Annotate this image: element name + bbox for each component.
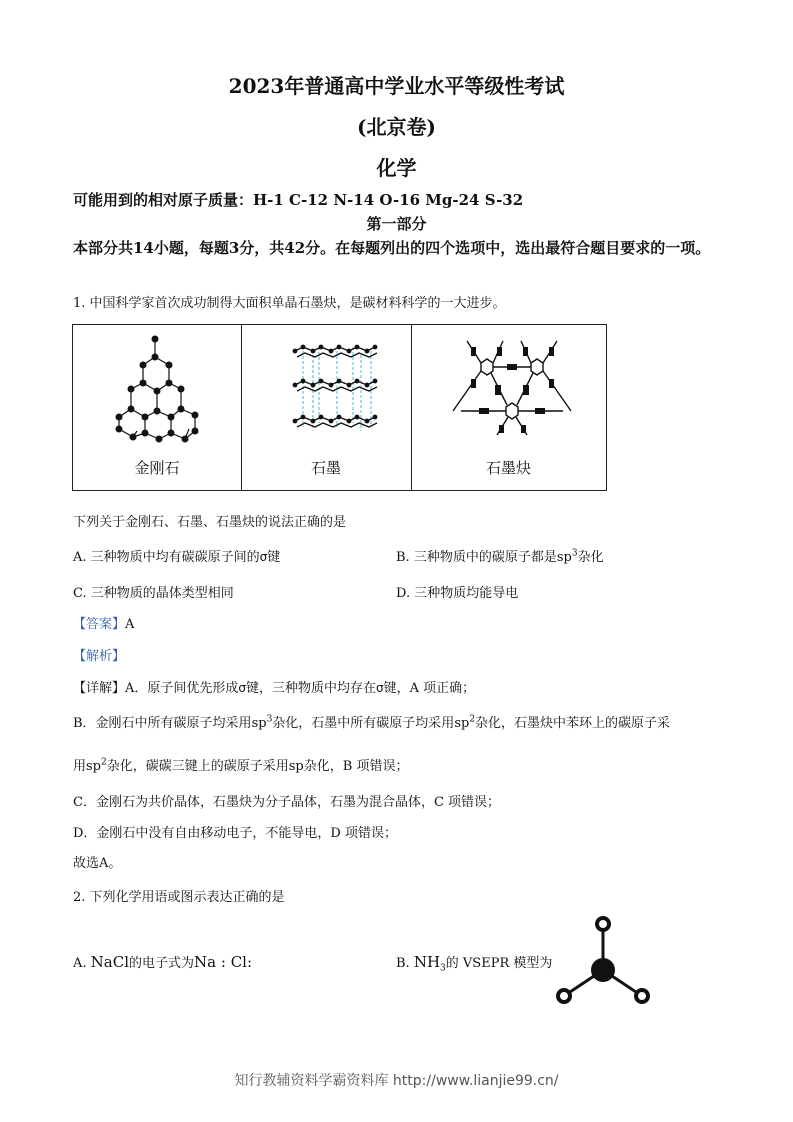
diamond-panel — [73, 325, 242, 490]
caption-graphdiyne: 石墨炔 — [485, 459, 531, 477]
diamond-structure-icon — [73, 325, 241, 455]
part-heading: 第一部分 — [366, 215, 427, 233]
q1-detail-b-line1: B．金刚石中所有碳原子均采用$sp^3$杂化，石墨中所有碳原子均采用$sp^2$杂化，石墨炔中苯环上的碳原子采 — [73, 714, 671, 731]
q1-option-c: C. 三种物质的晶体类型相同 — [73, 586, 234, 601]
part-intro: 本部分共14小题，每题3分，共42分。在每题列出的四个选项中，选出最符合题目要求的一项。 — [73, 239, 711, 257]
q1-detail-c: C．金刚石为共价晶体，石墨炔为分子晶体，石墨为混合晶体，C 项错误； — [73, 795, 501, 810]
exam-region: (北京卷) — [357, 115, 436, 139]
caption-diamond: 金刚石 — [134, 459, 180, 477]
q1-detail-a: 【详解】A．原子间优先形成σ键，三种物质中均存在σ键，A 项正确； — [73, 681, 476, 696]
q1-option-a: A. 三种物质中均有碳碳原子间的σ键 — [73, 550, 281, 565]
q1-analysis-label: 【解析】 — [73, 649, 126, 664]
q1-detail-d: D．金刚石中没有自由移动电子，不能导电，D 项错误； — [73, 826, 397, 841]
q1-option-d: D. 三种物质均能导电 — [396, 586, 519, 601]
vsepr-model-icon — [550, 910, 660, 1010]
q2-stem: 2. 下列化学用语或图示表达正确的是 — [73, 890, 285, 905]
q1-option-b: B. 三种物质中的碳原子都是$sp^3$杂化 — [396, 548, 604, 565]
q1-stem: 1. 中国科学家首次成功制得大面积单晶石墨炔，是碳材料科学的一大进步。 — [73, 296, 506, 311]
q2-option-a: A. NaCl的电子式为Na : Cl: — [73, 953, 253, 971]
q1-answer: 【答案】A — [73, 617, 135, 632]
graphite-panel — [241, 325, 412, 490]
graphdiyne-panel — [411, 325, 606, 490]
footer-watermark: 知行教辅资料学霸资料库 http://www.lianjie99.cn/ — [234, 1073, 559, 1089]
atomic-masses: 可能用到的相对原子质量：H-1 C-12 N-14 O-16 Mg-24 S-32 — [73, 191, 524, 209]
exam-title: 2023年普通高中学业水平等级性考试 — [228, 74, 565, 98]
q1-conclusion: 故选A。 — [73, 856, 122, 871]
graphdiyne-structure-icon — [411, 325, 606, 455]
q1-detail-b-line2: 用$sp^2$杂化，碳碳三键上的碳原子采用sp杂化，B 项错误； — [73, 757, 409, 774]
q1-figure — [72, 324, 607, 491]
q2-option-b: B. $NH_3$的 VSEPR 模型为 — [396, 953, 553, 974]
caption-graphite: 石墨 — [310, 459, 341, 477]
q1-question: 下列关于金刚石、石墨、石墨炔的说法正确的是 — [73, 515, 347, 530]
graphite-structure-icon — [241, 325, 411, 455]
exam-subject: 化学 — [376, 156, 417, 180]
